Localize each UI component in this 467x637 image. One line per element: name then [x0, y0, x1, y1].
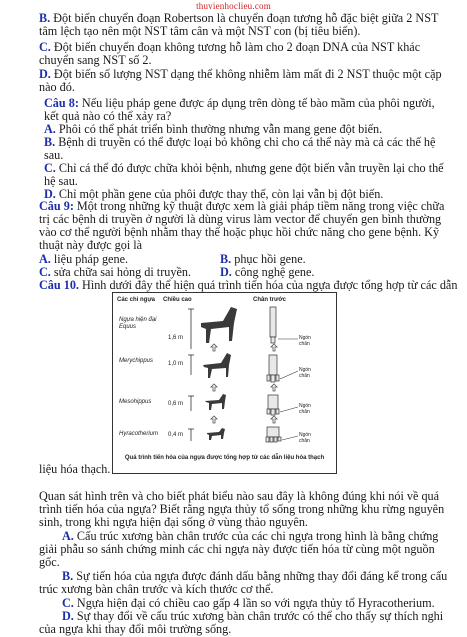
q9-option-b: B. phục hồi gene.: [220, 252, 306, 266]
horse-silhouettes: [201, 307, 237, 440]
text-line: giải phẫu so sánh chứng minh các chi ngựa này được tiến hóa từ cùng một nguồn: [39, 542, 435, 556]
col-species-header: Các chi ngựa: [117, 297, 156, 303]
text-line: gốc.: [39, 555, 60, 569]
toe-label-mesohippus: Ngón chân: [299, 403, 311, 415]
option-d: D. Chỉ một phần gene của phôi được thay thế, còn lại vẫn bị đột biến.: [44, 187, 384, 201]
toe-label-equus: Ngón chân: [299, 335, 311, 347]
text-line: hệ sau.: [44, 174, 78, 188]
toe-label-merychippus: Ngón chân: [299, 367, 311, 379]
text-line: trình tiến hóa của ngựa? Biết rằng ngựa thủy tổ sống trong những khu rừng nguyên: [39, 502, 445, 516]
text-line: của ngựa khi thay đổi môi trường sống.: [39, 622, 232, 636]
text-line: sinh, trong khi ngựa hiện đại sống ở vùng thảo nguyên.: [39, 515, 308, 529]
text-line: chuyển sang NST số 2.: [39, 53, 152, 67]
height-mesohippus: 0,6 m: [168, 401, 184, 407]
species-equus: Ngựa hiện đại Equus: [119, 317, 157, 330]
species-hyracotherium: Hyracotherium: [119, 431, 159, 437]
option-c: C. Chỉ cá thể đó được chữa khỏi bệnh, nhưng gene đột biến vẫn truyền lại cho thế: [44, 161, 444, 175]
figure-illustrations: [113, 293, 338, 453]
q9-option-c: C. sửa chữa sai hỏng di truyền.: [39, 265, 191, 279]
species-merychippus: Merychippus: [119, 358, 154, 364]
text-line: sau.: [44, 148, 64, 162]
q10-option-d: D. Sự thay đổi về cấu trúc xương bàn chân trước có thể cho thấy sự thích nghi: [62, 609, 444, 623]
text-line: D. Đột biến số lượng NST dạng thể không nhiễm làm mất đi 2 NST thuộc một cặp: [39, 67, 442, 81]
text-line: B. Đột biến chuyển đoạn Robertson là chuyển đoạn tương hỗ đặc biệt giữa 2 NST: [39, 11, 439, 25]
option-a: A. Phôi có thể phát triển bình thường nhưng vẫn mang gene đột biến.: [44, 122, 383, 136]
height-equus: 1,6 m: [168, 335, 184, 341]
text-line: nào đó.: [39, 80, 75, 94]
text-line: C. Đột biến chuyển đoạn không tương hỗ làm cho 2 đoạn DNA của NST khác: [39, 40, 421, 54]
species-mesohippus: Mesohippus: [119, 399, 152, 405]
figure-caption: Quá trình tiến hóa của ngựa được tổng hợp từ các dẫn liệu hóa thạch: [124, 455, 325, 461]
text-line: vào cơ thể người bệnh nhằm thay thế hoặc phục hồi chức năng cho gene bệnh. Kỹ: [39, 225, 440, 239]
height-hyracotherium: 0,4 m: [168, 432, 184, 438]
text-line: kết quả nào có thể xảy ra?: [44, 109, 172, 123]
horse-evolution-figure: [112, 292, 337, 474]
q9-option-d: D. công nghệ gene.: [220, 265, 315, 279]
text-line: thuật này được gọi là: [39, 238, 143, 252]
foot-bones: [266, 307, 281, 442]
question-9: Câu 9: Một trong những kỹ thuật được xem là giải pháp tiềm năng trong việc chữa: [39, 199, 445, 213]
watermark: thuvienhoclieu.com: [196, 1, 271, 11]
text-line: trị các bệnh di truyền ở người là dùng virus làm vector để chuyển gen bình thường: [39, 212, 442, 226]
height-merychippus: 1,0 m: [168, 361, 184, 367]
toe-label-hyracotherium: Ngón chân: [299, 432, 311, 444]
question-10: Câu 10. Hình dưới đây thể hiện quá trình tiến hóa của ngựa được tổng hợp từ các dẫn: [39, 278, 458, 292]
col-height-header: Chiều cao: [163, 297, 192, 303]
col-foot-header: Chân trước: [253, 297, 286, 303]
q10-option-b: B. Sự tiến hóa của ngựa được đánh dấu bằng những thay đổi đáng kể trong cấu: [62, 569, 448, 583]
text-line: tâm lệch tạo nên một NST tâm cân và một NST con (bị tiêu biến).: [39, 24, 361, 38]
question-8: Câu 8: Nếu liệu pháp gene được áp dụng trên dòng tế bào mầm của phôi người,: [44, 96, 435, 110]
q10-tail: liệu hóa thạch.: [39, 462, 111, 476]
text-line: trúc xương bàn chân trước và kích thước cơ thể.: [39, 582, 274, 596]
q10-question-line: Quan sát hình trên và cho biết phát biểu nào sau đây là không đúng khi nói về quá: [39, 489, 440, 503]
option-b: B. Bệnh di truyền có thể được loại bỏ không chỉ cho cá thể này mà cả các thế hệ: [44, 135, 436, 149]
q10-option-a: A. Cấu trúc xương bàn chân trước của các chi ngựa trong hình là bằng chứng: [62, 529, 439, 543]
q10-option-c: C. Ngựa hiện đại có chiều cao gấp 4 lần so với ngựa thủy tổ Hyracotherium.: [62, 596, 435, 610]
q9-option-a: A. liệu pháp gene.: [39, 252, 129, 266]
